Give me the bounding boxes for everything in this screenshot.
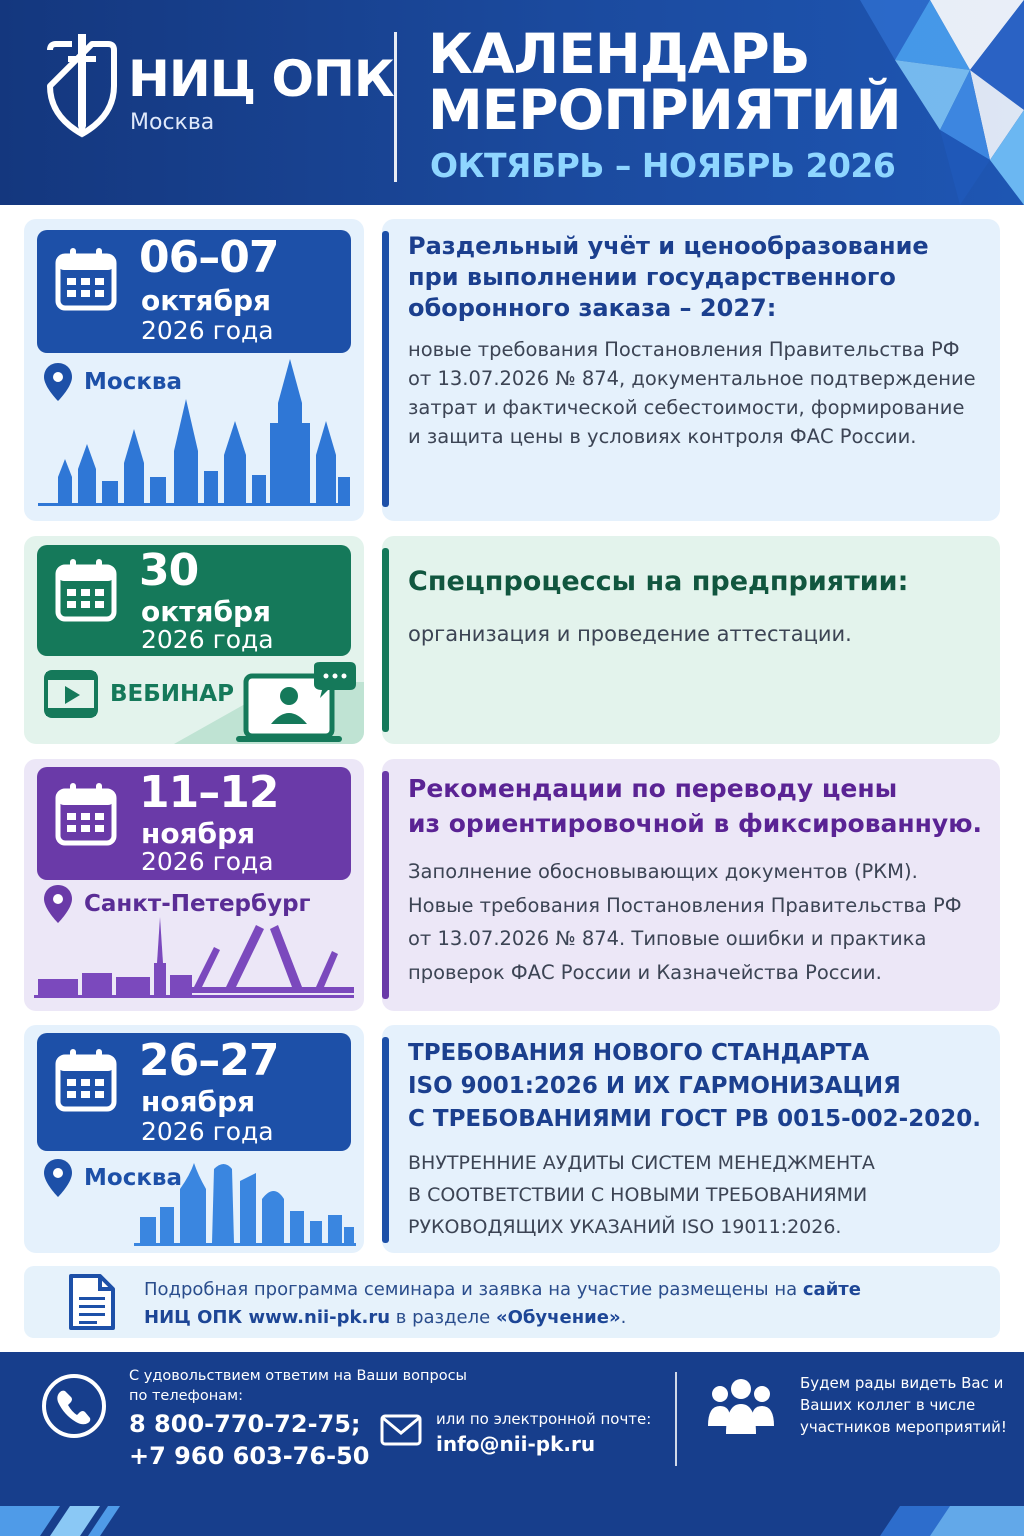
document-icon: [68, 1273, 116, 1331]
info-text: Подробная программа семинара и заявка на участие размещены на сайте НИЦ ОПК www.nii-pk.ru в разделе «Обучение».: [144, 1279, 861, 1328]
event-3-date: 11–12: [139, 767, 279, 818]
event-1-location: Москва: [44, 363, 182, 401]
calendar-icon: [55, 559, 117, 623]
email-link[interactable]: info@nii-pk.ru: [436, 1432, 596, 1456]
logo-city: Москва: [130, 110, 215, 135]
footer-divider: [675, 1372, 677, 1466]
event-2-year: 2026 года: [141, 625, 274, 654]
page-title: КАЛЕНДАРЬ МЕРОПРИЯТИЙ: [428, 22, 901, 142]
event-4-date-card: [24, 1025, 364, 1253]
phone-icon: [42, 1374, 106, 1438]
event-3-description: Заполнение обосновывающих документов (РКМ). Новые требования Постановления Правительства РФ от 13.07.2026 № 874. Типовые ошибки и практика проверок ФАС России и Казначейства России.: [408, 860, 962, 984]
calendar-icon: [55, 783, 117, 847]
header-divider: [394, 32, 397, 182]
map-pin-icon: [44, 1159, 72, 1197]
event-2-date-box: [37, 545, 351, 656]
event-1-description: новые требования Постановления Правительства РФ от 13.07.2026 № 874, документальное подтверждение затрат и фактической себестоимости, формирование и защита цены в условиях контроля ФАС России.: [408, 338, 976, 448]
moscow-kremlin-skyline: [38, 359, 350, 507]
phone-intro: С удовольствием ответим на Ваши вопросы по телефонам:: [129, 1368, 468, 1404]
event-1-accent: [382, 231, 389, 507]
event-2-date-card: [24, 536, 364, 744]
info-strip: [24, 1266, 1000, 1338]
event-3-details: [382, 759, 1000, 1011]
event-1-title: Раздельный учёт и ценообразование при выполнении государственного оборонного заказа – 2027:: [408, 232, 929, 322]
moscow-city-skyline: [134, 1159, 356, 1247]
mail-intro: или по электронной почте:: [436, 1410, 652, 1428]
event-2-month: октября: [141, 595, 272, 628]
event-3-date-card: [24, 759, 364, 1011]
shield-sword-icon: [44, 34, 120, 138]
event-3-title: Рекомендации по переводу цены из ориентировочной в фиксированную.: [408, 774, 983, 838]
event-1-month: октября: [141, 284, 272, 317]
calendar-icon: [55, 1049, 117, 1113]
event-1-year: 2026 года: [141, 316, 274, 345]
event-1-date-card: [24, 219, 364, 521]
event-4-details: [382, 1025, 1000, 1253]
event-3-year: 2026 года: [141, 847, 274, 876]
event-2-date: 30: [139, 545, 199, 596]
footer: [0, 1352, 1024, 1536]
phone-number-1[interactable]: 8 800-770-72-75;: [129, 1410, 361, 1438]
event-1-details: [382, 219, 1000, 521]
event-4-year: 2026 года: [141, 1117, 274, 1146]
people-icon: [706, 1376, 776, 1436]
logo-name: НИЦ ОПК: [128, 50, 394, 108]
event-3-month: ноября: [141, 817, 256, 850]
event-2-location: ВЕБИНАР: [44, 670, 234, 718]
event-1-date: 06–07: [139, 232, 279, 283]
event-2-title: Спецпроцессы на предприятии:: [408, 566, 909, 597]
event-3-date-box: [37, 767, 351, 880]
event-4-location: Москва: [44, 1159, 182, 1197]
event-3-accent: [382, 771, 389, 999]
calendar-icon: [55, 248, 117, 312]
event-2-description: организация и проведение аттестации.: [408, 622, 852, 646]
event-4-date: 26–27: [139, 1035, 279, 1086]
event-2-accent: [382, 548, 389, 732]
page-subtitle: ОКТЯБРЬ – НОЯБРЬ 2026: [430, 146, 896, 185]
event-3-location: Санкт-Петербург: [44, 885, 311, 923]
event-4-description: ВНУТРЕННИЕ АУДИТЫ СИСТЕМ МЕНЕДЖМЕНТА В СООТВЕТСТВИИ С НОВЫМИ ТРЕБОВАНИЯМИ РУКОВОДЯЩИХ УКАЗАНИЙ ISO 19011:2026.: [408, 1152, 875, 1238]
event-1-date-box: [37, 230, 351, 353]
footer-stripe: [0, 1506, 1024, 1536]
event-4-accent: [382, 1037, 389, 1243]
video-play-icon: [44, 670, 98, 718]
site-link[interactable]: НИЦ ОПК www.nii-pk.ru: [144, 1307, 391, 1328]
event-4-month: ноября: [141, 1085, 256, 1118]
phone-number-2[interactable]: +7 960 603-76-50: [129, 1442, 370, 1470]
event-4-date-box: [37, 1033, 351, 1151]
envelope-icon: [380, 1414, 422, 1446]
event-4-title: ТРЕБОВАНИЯ НОВОГО СТАНДАРТА ISO 9001:2026 И ИХ ГАРМОНИЗАЦИЯ С ТРЕБОВАНИЯМИ ГОСТ РВ 0015-002-2020.: [408, 1040, 981, 1132]
welcome-text: Будем рады видеть Вас и Ваших коллег в числе участников мероприятий!: [800, 1374, 1007, 1436]
event-2-details: [382, 536, 1000, 744]
spb-skyline: [34, 917, 354, 1001]
header: [0, 0, 1024, 205]
laptop-speaker-icon: [174, 662, 364, 744]
